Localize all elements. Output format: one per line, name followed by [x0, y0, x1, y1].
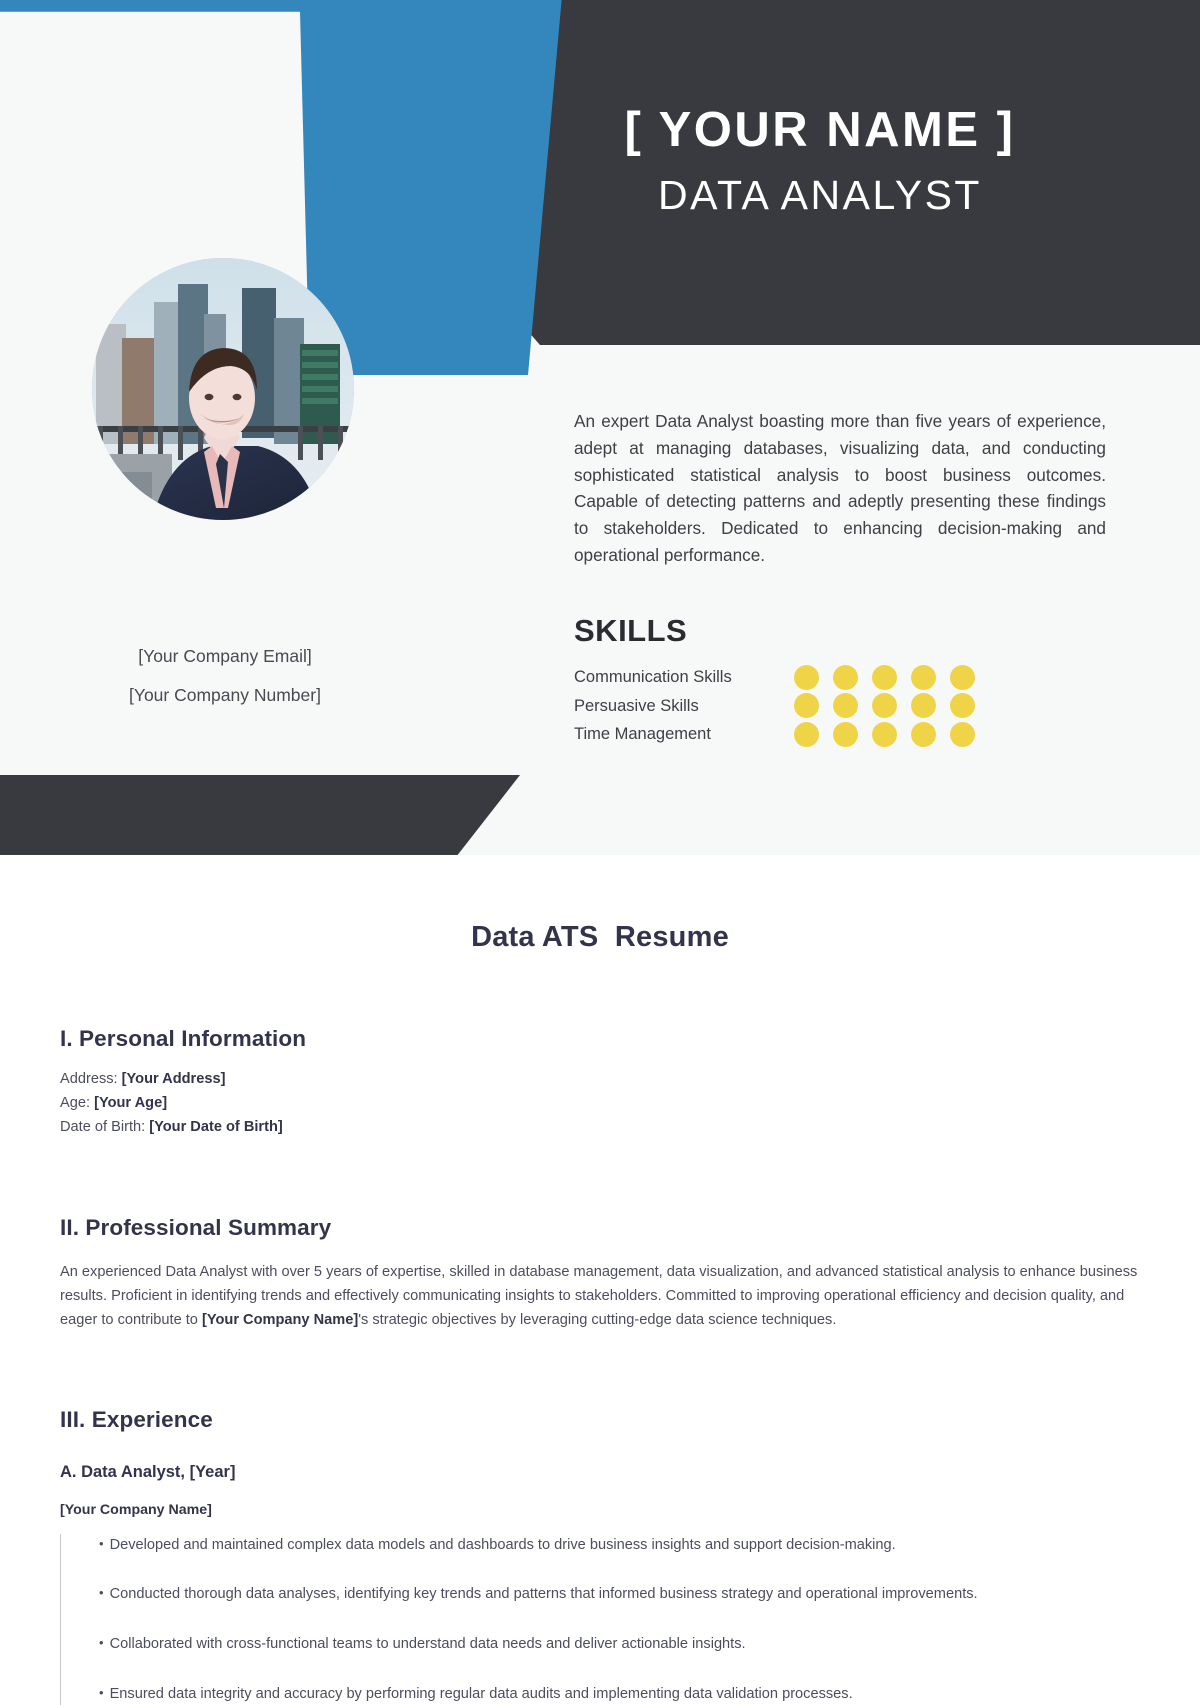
summary-text-after: 's strategic objectives by leveraging cutting-edge data science techniques.	[358, 1311, 837, 1328]
experience-bullet-item	[79, 1583, 1140, 1606]
professional-summary-section	[60, 1215, 1140, 1332]
avatar	[92, 258, 354, 520]
blue-top-strip-decoration	[0, 0, 302, 12]
professional-summary-heading: II. Professional Summary	[60, 1215, 332, 1241]
skill-label: Time Management	[574, 725, 711, 743]
experience-company-name: [Your Company Name]	[60, 1501, 212, 1518]
skill-label: Persuasive Skills	[574, 696, 699, 715]
skill-rating-dot	[794, 722, 819, 747]
personal-information-heading: I. Personal Information	[60, 1026, 307, 1051]
dark-angled-footer-shape	[0, 775, 520, 855]
personal-information-value: [Your Address]	[121, 1071, 226, 1087]
experience-section	[60, 1407, 1140, 1705]
skill-label: Communication Skills	[574, 668, 732, 686]
skill-rating-dot	[872, 693, 897, 718]
skill-rating-dot	[911, 665, 936, 690]
experience-bullet-item	[79, 1633, 1140, 1656]
candidate-name: [ YOUR NAME ]	[624, 103, 1016, 157]
skills-heading: SKILLS	[574, 613, 688, 648]
personal-information-value: [Your Date of Birth]	[149, 1118, 283, 1135]
experience-bullet-text: Developed and maintained complex data models and dashboards to drive business insights and support decision-making.	[109, 1536, 896, 1553]
skill-rating-dot	[833, 693, 858, 718]
skill-rating-dot	[911, 722, 936, 747]
summary-text-before: An experienced Data Analyst with over 5 years of expertise, skilled in database management, data visualization, and advanced statistical analysis to enhance business results. Proficient in identifying trends and effectively communicating insights to stakeholders. Committed to improving operational efficiency and decision quality, and eager to contribute to	[60, 1264, 1138, 1328]
personal-information-value: [Your Age]	[94, 1094, 168, 1111]
skill-rating-dots	[794, 693, 975, 718]
portrait-photo-icon	[92, 258, 354, 520]
personal-information-label: Date of Birth:	[60, 1118, 146, 1135]
experience-bullet-text: Ensured data integrity and accuracy by performing regular data audits and implementing data validation processes.	[109, 1685, 853, 1702]
header-identity-block	[520, 105, 1120, 217]
experience-bullet-list	[60, 1534, 1140, 1705]
skill-rating-dot	[833, 665, 858, 690]
contact-info	[60, 648, 390, 725]
contact-email[interactable]: [Your Company Email]	[138, 646, 312, 666]
experience-heading: III. Experience	[60, 1406, 213, 1432]
skill-rating-dot	[794, 693, 819, 718]
experience-bullet-item	[79, 1534, 1140, 1557]
bullet-point-icon: •	[99, 1684, 104, 1700]
contact-phone[interactable]: [Your Company Number]	[129, 684, 321, 705]
personal-information-row	[60, 1068, 1140, 1092]
header-profile-summary: An expert Data Analyst boasting more than five years of experience, adept at managing databases, visualizing data, and conducting sophisticated statistical analysis to boost business outcomes. Capable of detecting patterns and adeptly presenting these findings to stakeholders. Dedicated to enhancing decision-making and operational performance.	[574, 411, 1106, 566]
skill-row	[574, 720, 1034, 749]
experience-bullet-text: Conducted thorough data analyses, identifying key trends and patterns that informed business strategy and operational improvements.	[109, 1586, 978, 1603]
personal-information-section	[60, 1026, 1140, 1139]
bullet-point-icon: •	[99, 1634, 104, 1650]
personal-information-fields	[60, 1068, 1140, 1139]
personal-information-row	[60, 1092, 1140, 1116]
skill-rating-dot	[833, 722, 858, 747]
bullet-point-icon: •	[99, 1535, 104, 1551]
skill-rating-dot	[950, 693, 975, 718]
experience-role-title: A. Data Analyst, [Year]	[60, 1462, 236, 1481]
skill-rating-dot	[794, 665, 819, 690]
page-title: Data ATS Resume	[471, 921, 729, 953]
personal-information-label: Address:	[60, 1071, 118, 1087]
candidate-job-title: DATA ANALYST	[658, 172, 982, 219]
skills-section	[574, 613, 1034, 749]
bullet-point-icon: •	[99, 1585, 104, 1601]
personal-information-label: Age:	[60, 1094, 91, 1111]
skill-rating-dot	[950, 722, 975, 747]
experience-bullet-text: Collaborated with cross-functional teams to understand data needs and deliver actionable insights.	[109, 1635, 746, 1652]
professional-summary-text	[60, 1261, 1140, 1332]
skill-rating-dots	[794, 665, 975, 690]
skill-row	[574, 692, 1034, 721]
experience-bullet-item	[79, 1683, 1140, 1705]
skill-rating-dot	[872, 665, 897, 690]
skill-rating-dot	[950, 665, 975, 690]
personal-information-row	[60, 1116, 1140, 1140]
skill-rating-dot	[911, 693, 936, 718]
resume-document-body	[0, 921, 1200, 1705]
skill-rating-dots	[794, 722, 975, 747]
skills-list	[574, 663, 1034, 749]
skill-row	[574, 663, 1034, 692]
summary-company-placeholder: [Your Company Name]	[201, 1311, 359, 1328]
skill-rating-dot	[872, 722, 897, 747]
